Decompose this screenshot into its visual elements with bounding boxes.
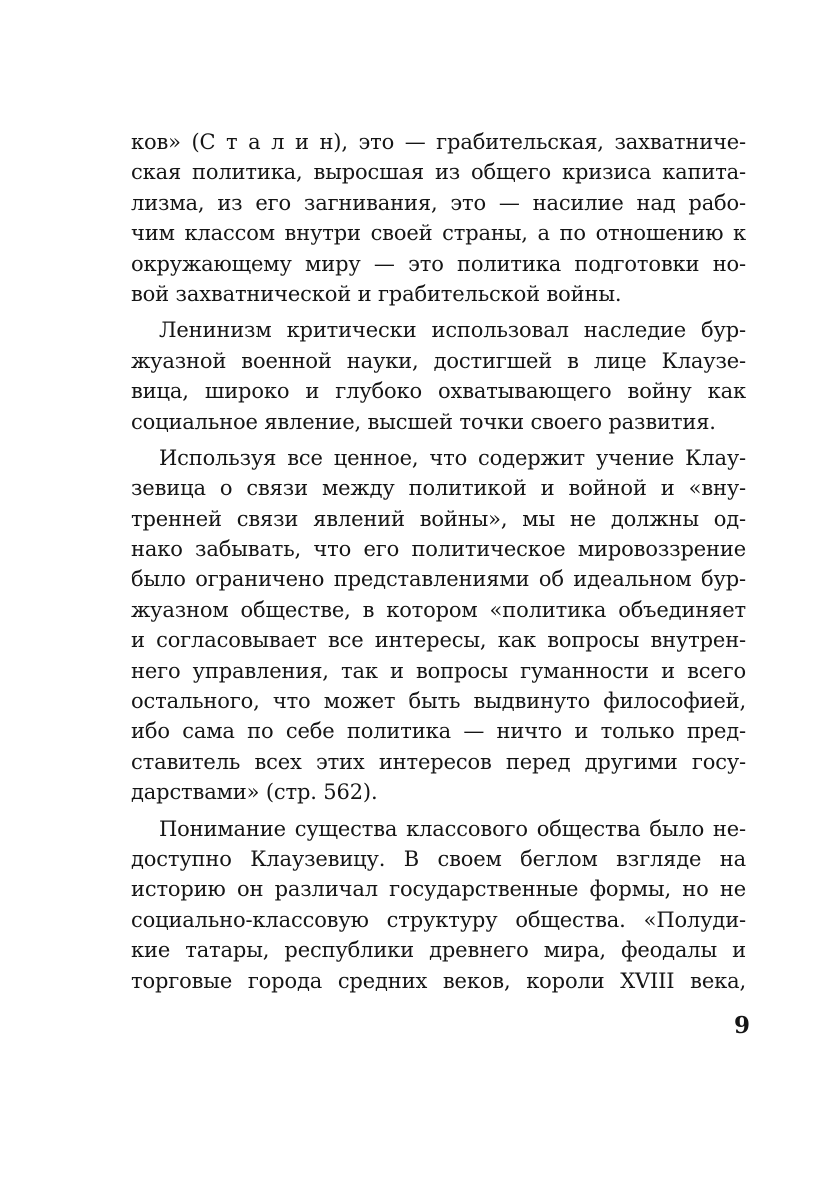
text-line: нако забывать, что его политическое мировоззрение xyxy=(131,537,746,562)
text-line: вой захватнической и грабительской войны. xyxy=(131,281,622,306)
paragraph xyxy=(131,443,746,808)
text-line: окружающему миру — это политика подготовки но- xyxy=(131,251,746,276)
text-line: Понимание существа классового общества было не- xyxy=(159,816,746,841)
page-number: 9 xyxy=(733,1012,750,1039)
text-line: тренней связи явлений войны», мы не должны од- xyxy=(131,506,746,531)
text-line: чим классом внутри своей страны, а по отношению к xyxy=(131,221,746,246)
text-line: вица, широко и глубоко охватывающего войну как xyxy=(131,379,746,404)
text-line: историю он различал государственные формы, но не xyxy=(131,877,746,902)
text-line: зевица о связи между политикой и войной и «вну- xyxy=(131,476,746,501)
text-line: и согласовывает все интересы, как вопросы внутрен- xyxy=(131,628,746,653)
text-line: социальное явление, высшей точки своего развития. xyxy=(131,409,716,434)
text-line: лизма, из его загнивания, это — насилие над рабо- xyxy=(131,190,746,215)
text-line: кие татары, республики древнего мира, феодалы и xyxy=(131,938,746,963)
paragraph xyxy=(131,127,746,309)
text-line: дарствами» (стр. 562). xyxy=(131,780,378,805)
text-line: жуазном обществе, в котором «политика объединяет xyxy=(131,597,746,622)
text-line: ставитель всех этих интересов перед другими госу- xyxy=(131,749,746,774)
body-text xyxy=(131,127,746,996)
text-line: остального, что может быть выдвинуто философией, xyxy=(131,689,746,714)
text-line: социально-классовую структуру общества. «Полуди- xyxy=(131,907,746,932)
text-line: торговые города средних веков, короли XVIII века, xyxy=(131,968,746,993)
text-line: доступно Клаузевицу. В своем беглом взгляде на xyxy=(131,846,746,871)
text-line: ков» (С т а л и н), это — грабительская, захватниче- xyxy=(131,130,746,154)
text-line: него управления, так и вопросы гуманности и всего xyxy=(131,658,746,683)
text-line: ибо сама по себе политика — ничто и только пред- xyxy=(131,719,746,744)
paragraph xyxy=(131,315,746,437)
paragraph xyxy=(131,814,746,996)
text-line: ская политика, выросшая из общего кризиса капита- xyxy=(131,160,746,185)
text-line: Ленинизм критически использовал наследие бур- xyxy=(159,318,746,343)
text-line: было ограничено представлениями об идеальном бур- xyxy=(131,567,746,592)
text-line: Используя все ценное, что содержит учение Клау- xyxy=(159,445,746,470)
text-line: жуазной военной науки, достигшей в лице Клаузе- xyxy=(131,348,746,373)
